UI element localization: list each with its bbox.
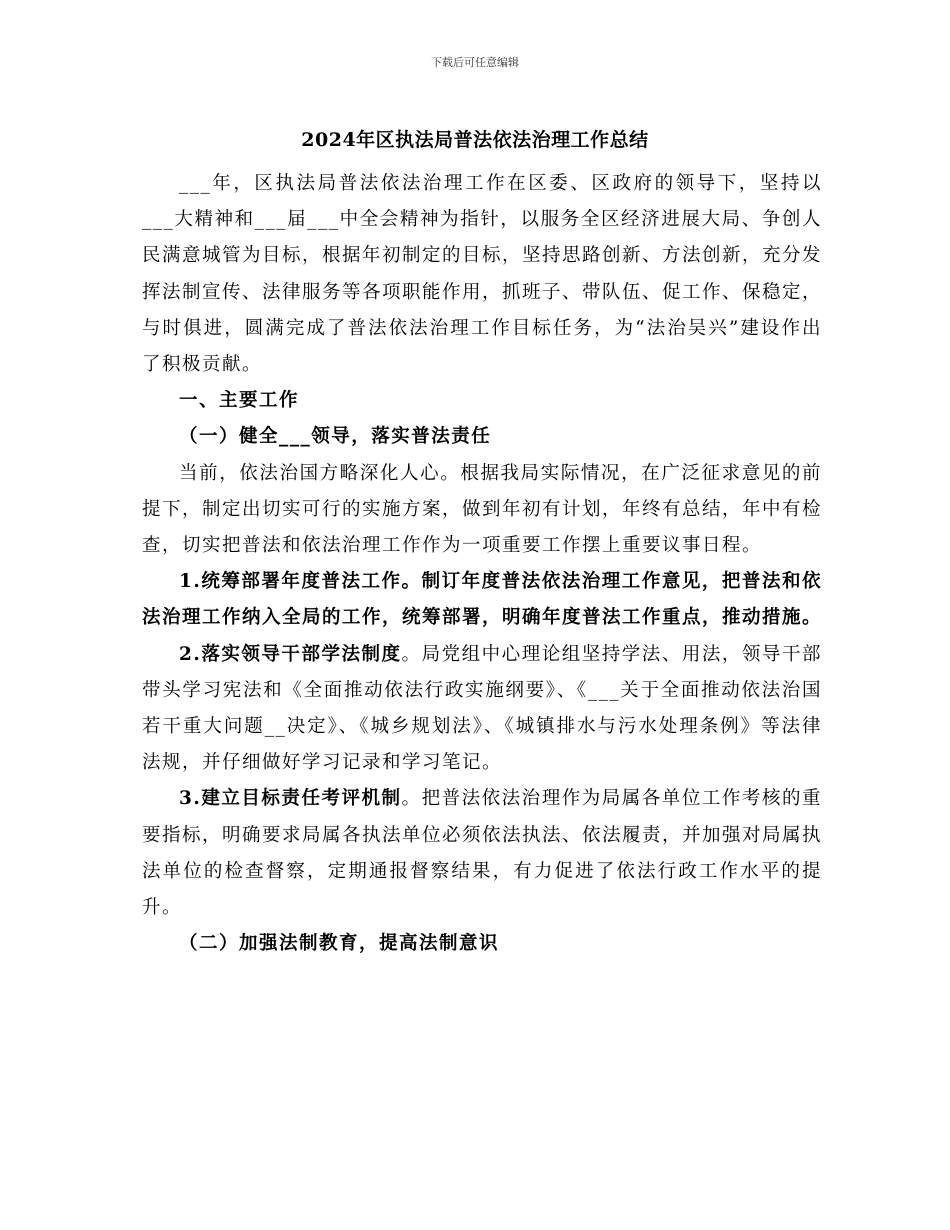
item-2-paragraph bbox=[142, 637, 822, 782]
item-2-body: 。局党组中心理论组坚持学法、用法，领导干部带头学习宪法和《全面推动依法行政实施纲要》、《___关于全面推动依法治国若干重大问题__决定》、《城乡规划法》、《城镇排水与污水处理条例》等法律法规，并仔细做好学习记录和学习笔记。 bbox=[142, 643, 822, 774]
subsection-heading-2: （二）加强法制教育，提高法制意识 bbox=[179, 933, 500, 955]
document-body bbox=[142, 166, 822, 962]
item-2-lead: 2.落实领导干部学法制度 bbox=[179, 643, 402, 665]
item-1-paragraph: 1.统筹部署年度普法工作。制订年度普法依法治理工作意见，把普法和依法治理工作纳入全局的工作，统筹部署，明确年度普法工作重点，推动措施。 bbox=[142, 571, 823, 629]
item-3-lead: 3.建立目标责任考评机制 bbox=[179, 788, 402, 810]
header-note: 下载后可任意编辑 bbox=[431, 56, 519, 69]
item-3-body: 。把普法依法治理作为局属各单位工作考核的重要指标，明确要求局属各执法单位必须依法执法、依法履责，并加强对局属执法单位的检查督察，定期通报督察结果，有力促进了依法行政工作水平的提升。 bbox=[142, 788, 823, 919]
item-3-paragraph bbox=[142, 781, 822, 926]
subsection-heading-1: （一）健全___领导，落实普法责任 bbox=[179, 426, 492, 448]
intro-paragraph: ___年，区执法局普法依法治理工作在区委、区政府的领导下，坚持以___大精神和___届___中全会精神为指针，以服务全区经济进展大局、争创人民满意城管为目标，根据年初制定的目标，坚持思路创新、方法创新，充分发挥法制宣传、法律服务等各项职能作用，抓班子、带队伍、促工作、保稳定，与时俱进，圆满完成了普法依法治理工作目标任务，为“法治吴兴”建设作出了积极贡献。 bbox=[142, 173, 823, 376]
section-heading-main-work: 一、主要工作 bbox=[179, 390, 300, 412]
document-title: 2024年区执法局普法依法治理工作总结 bbox=[301, 129, 649, 151]
subsection-1-paragraph: 当前，依法治国方略深化人心。根据我局实际情况，在广泛征求意见的前提下，制定出切实可行的实施方案，做到年初有计划，年终有总结，年中有检查，切实把普法和依法治理工作作为一项重要工作摆上重要议事日程。 bbox=[142, 462, 823, 557]
